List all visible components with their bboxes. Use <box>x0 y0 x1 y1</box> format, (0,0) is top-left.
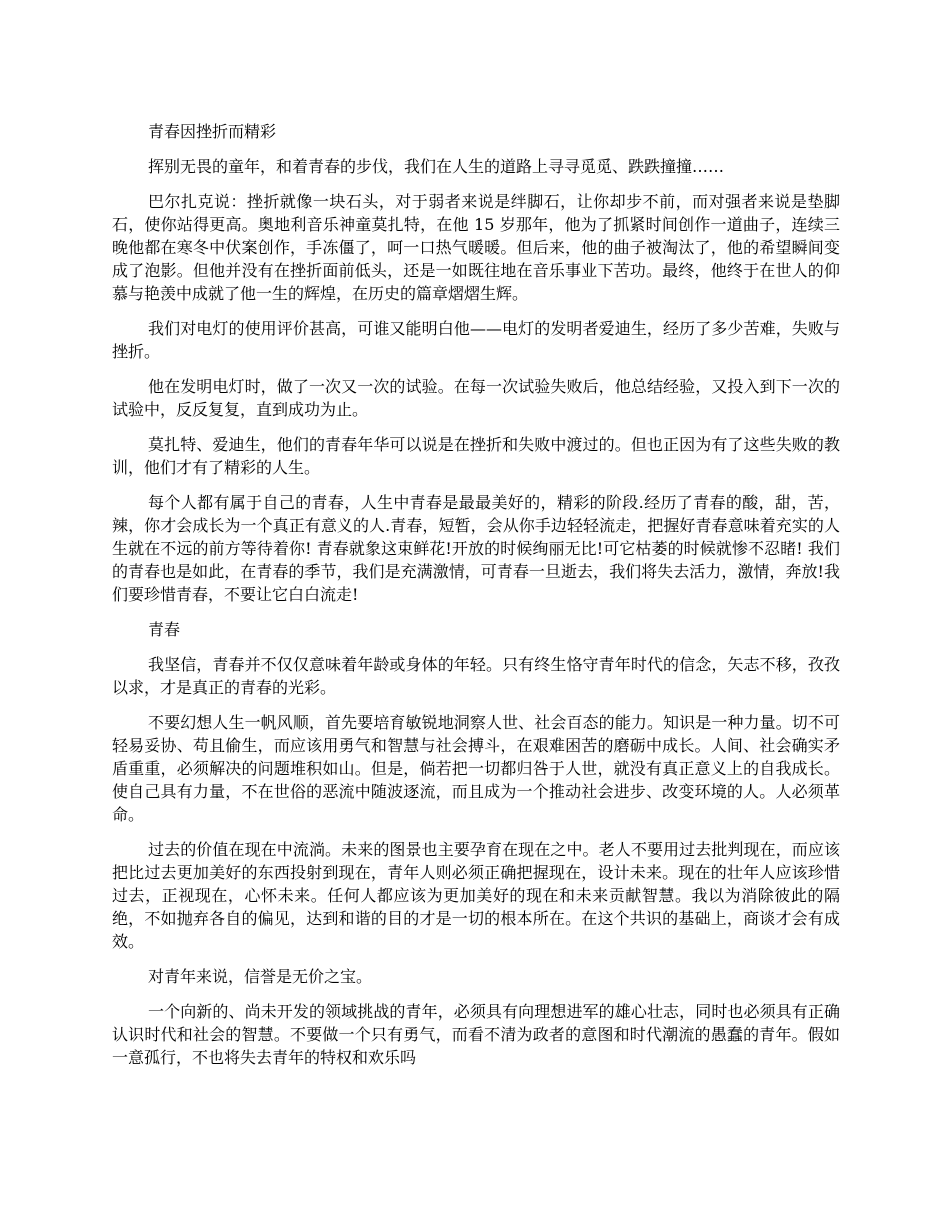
document-body <box>112 120 840 1081</box>
paragraph: 每个人都有属于自己的青春，人生中青春是最最美好的，精彩的阶段.经历了青春的酸，甜，苦，辣，你才会成长为一个真正有意义的人.青春，短暂，会从你手边轻轻流走，把握好青春意味着充实的人生就在不远的前方等待着你! 青春就象这束鲜花!开放的时候绚丽无比!可它枯萎的时候就惨不忍睹! 我们的青春也是如此，在青春的季节，我们是充满激情，可青春一旦逝去，我们将失去活力，激情，奔放!我们要珍惜青春，不要让它白白流走! <box>112 493 840 604</box>
paragraph: 对青年来说，信誉是无价之宝。 <box>148 967 373 986</box>
paragraph: 一个向新的、尚未开发的领域挑战的青年，必须具有向理想进军的雄心壮志，同时也必须具有正确认识时代和社会的智慧。不要做一个只有勇气，而看不清为政者的意图和时代潮流的愚蠢的青年。假如一意孤行，不也将失去青年的特权和欢乐吗 <box>112 1002 840 1067</box>
paragraph: 他在发明电灯时，做了一次又一次的试验。在每一次试验失败后，他总结经验，又投入到下一次的试验中，反反复复，直到成功为止。 <box>112 377 840 419</box>
paragraph: 挥别无畏的童年，和着青春的步伐，我们在人生的道路上寻寻觅觅、跌跌撞撞…… <box>148 157 725 176</box>
paragraph: 我们对电灯的使用评价甚高，可谁又能明白他——电灯的发明者爱迪生，经历了多少苦难，失败与挫折。 <box>112 319 840 361</box>
paragraph: 过去的价值在现在中流淌。未来的图景也主要孕育在现在之中。老人不要用过去批判现在，而应该把比过去更加美好的东西投射到现在，青年人则必须正确把握现在，设计未来。现在的壮年人应该珍惜过去，正视现在，心怀未来。任何人都应该为更加美好的现在和未来贡献智慧。我以为消除彼此的隔绝，不如抛弃各自的偏见，达到和谐的目的才是一切的根本所在。在这个共识的基础上，商谈才会有成效。 <box>112 840 840 951</box>
paragraph: 我坚信，青春并不仅仅意味着年龄或身体的年轻。只有终生恪守青年时代的信念，矢志不移，孜孜以求，才是真正的青春的光彩。 <box>112 655 840 697</box>
paragraph: 巴尔扎克说：挫折就像一块石头，对于弱者来说是绊脚石，让你却步不前，而对强者来说是垫脚石，使你站得更高。奥地利音乐神童莫扎特，在他 15 岁那年，他为了抓紧时间创作一道曲子，连续三晚他都在寒冬中伏案创作，手冻僵了，呵一口热气暖暖。但后来，他的曲子被淘汰了，他的希望瞬间变成了泡影。但他并没有在挫折面前低头，还是一如既往地在音乐事业下苦功。最终，他终于在世人的仰慕与艳羡中成就了他一生的辉煌，在历史的篇章熠熠生辉。 <box>112 192 840 303</box>
document-title: 青春因挫折而精彩 <box>148 122 277 141</box>
paragraph: 莫扎特、爱迪生，他们的青春年华可以说是在挫折和失败中渡过的。但也正因为有了这些失败的教训，他们才有了精彩的人生。 <box>112 435 840 477</box>
section-subtitle: 青春 <box>148 620 181 639</box>
paragraph: 不要幻想人生一帆风顺，首先要培育敏锐地洞察人世、社会百态的能力。知识是一种力量。切不可轻易妥协、苟且偷生，而应该用勇气和智慧与社会搏斗，在艰难困苦的磨砺中成长。人间、社会确实矛盾重重，必须解决的问题堆积如山。但是，倘若把一切都归咎于人世，就没有真正意义上的自我成长。使自己具有力量，不在世俗的恶流中随波逐流，而且成为一个推动社会进步、改变环境的人。人必须革命。 <box>112 713 840 824</box>
